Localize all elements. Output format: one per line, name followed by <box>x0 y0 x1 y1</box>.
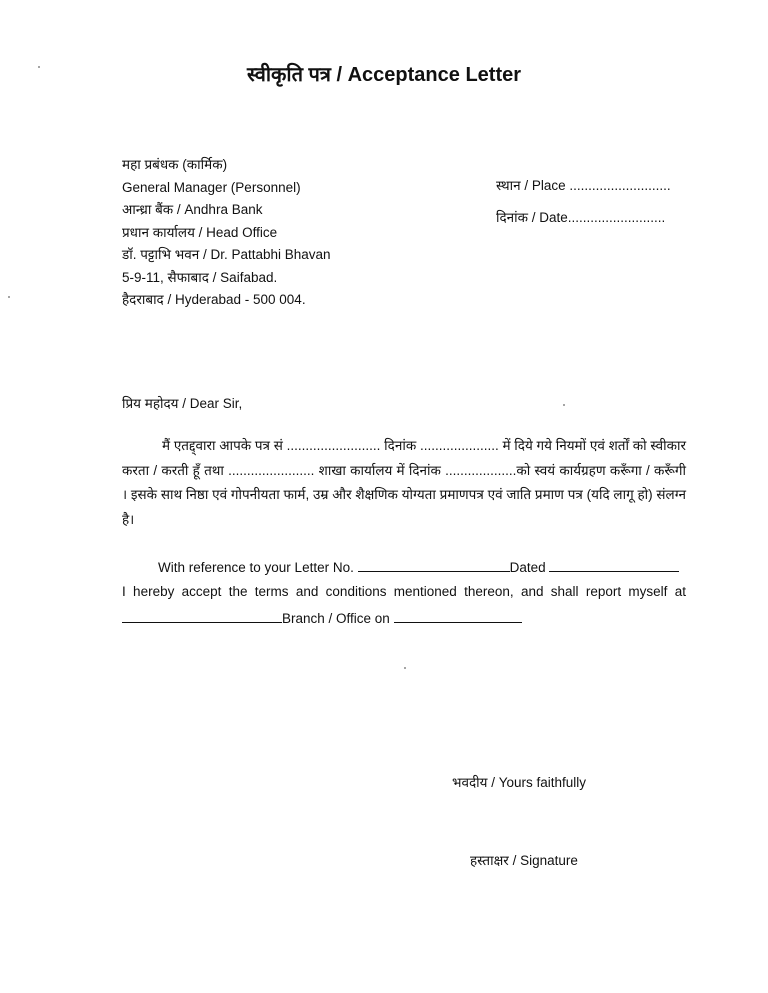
recipient-address <box>122 154 331 312</box>
signature-line: हस्ताक्षर / Signature <box>470 853 578 868</box>
hindi-body-paragraph: मैं एतद्द्वारा आपके पत्र सं ......................... दिनांक ..................... में दिये गये नियमों एवं शर्तों को स्वीकार करता / करती हूँ तथा ....................... शाखा कार्यालय में दिनांक ...................को स्वयं कार्यग्रहण करूँगा / करूँगी । इसके साथ निष्ठा एवं गोपनीयता फार्म, उम्र और शैक्षणिक योग्यता प्रमाणपत्र एवं जाति प्रमाण पत्र (यदि लागू हो) संलग्न है। <box>122 438 686 527</box>
letter-number-blank[interactable] <box>358 559 510 572</box>
reference-prefix: With reference to your Letter No. <box>158 560 354 575</box>
letter-title: स्वीकृति पत्र / Acceptance Letter <box>246 64 522 86</box>
address-line: हैदराबाद / Hyderabad - 500 004. <box>122 292 306 307</box>
address-line: डॉ. पट्टाभि भवन / Dr. Pattabhi Bhavan <box>122 247 331 262</box>
branch-report-line <box>122 610 522 626</box>
branch-blank[interactable] <box>122 610 282 623</box>
salutation: प्रिय महोदय / Dear Sir, <box>122 396 243 411</box>
closing-salutation: भवदीय / Yours faithfully <box>452 775 587 790</box>
dated-blank[interactable] <box>549 559 679 572</box>
report-date-blank[interactable] <box>394 610 522 623</box>
scan-speck <box>8 296 10 298</box>
scan-speck <box>404 667 406 669</box>
place-date-block <box>496 176 671 226</box>
dated-label: Dated <box>509 560 546 575</box>
address-line: General Manager (Personnel) <box>122 179 301 195</box>
address-line: 5-9-11, सैफाबाद / Saifabad. <box>122 269 278 285</box>
letter-reference-line <box>158 559 679 575</box>
acceptance-statement: I hereby accept the terms and conditions mentioned thereon, and shall report myself at <box>122 584 686 599</box>
scan-speck <box>563 404 565 406</box>
address-line: महा प्रबंधक (कार्मिक) <box>122 157 228 172</box>
address-line: प्रधान कार्यालय / Head Office <box>122 224 278 240</box>
date-field[interactable]: दिनांक / Date.......................... <box>496 210 666 225</box>
address-line: आन्ध्रा बैंक / Andhra Bank <box>122 202 263 217</box>
place-field[interactable]: स्थान / Place ........................... <box>496 178 671 193</box>
branch-label: Branch / Office on <box>282 611 390 626</box>
